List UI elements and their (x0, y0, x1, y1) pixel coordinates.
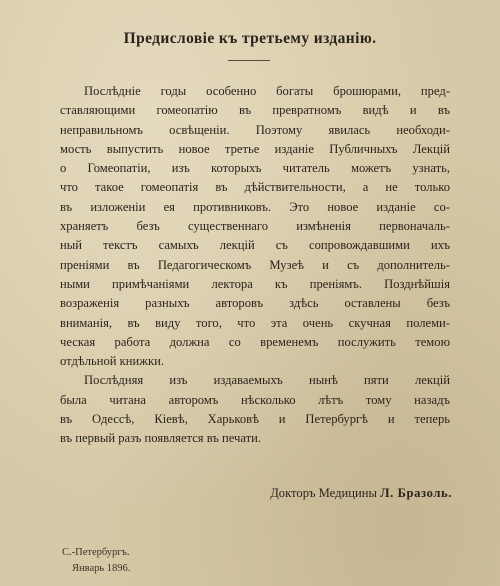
paragraph-1 (60, 82, 450, 371)
text-line: ставляющими гомеопатію въ превратномъ видѣ и въ (60, 103, 450, 118)
place-text: С.-Петербургъ. (62, 547, 130, 558)
text-line: Послѣдніе годы особенно богаты брошюрами, пред- (84, 84, 450, 98)
text-line: преніями въ Педагогическомъ Музеѣ и съ дополнитель- (60, 257, 450, 272)
signature-title: Докторъ Медицины (270, 486, 377, 500)
text-line: отдѣльной книжки. (60, 354, 164, 369)
text-line: о Гомеопатіи, изъ которыхъ читатель можетъ узнать, (60, 161, 450, 176)
place-and-date (62, 545, 130, 577)
text-line: Послѣдняя изъ издаваемыхъ нынѣ пяти лекцій (84, 373, 450, 388)
text-line: ческая работа должна со временемъ послужить темою (60, 334, 450, 349)
text-line: что такое гомеопатія въ дѣйствительности, а не только (60, 180, 450, 195)
text-line: была читана авторомъ нѣсколько лѣтъ тому назадъ (60, 392, 450, 407)
text-line: храняетъ безъ существеннаго измѣненія первоначаль- (60, 219, 450, 234)
text-line: ный текстъ самыхъ лекцій съ сопровождавшими ихъ (60, 238, 450, 253)
signature-name: Л. Бразоль. (380, 486, 452, 500)
date-text: Январь 1896. (72, 563, 131, 574)
text-line: возраженія разныхъ авторовъ здѣсь оставлены безъ (60, 296, 450, 311)
text-line: въ изложеніи ея противниковъ. Это новое изданіе со- (60, 199, 450, 214)
title-divider (228, 60, 270, 61)
text-line: неправильномъ освѣщеніи. Поэтому явилась необходи- (60, 122, 450, 137)
text-line: въ Одессѣ, Кіевѣ, Харьковѣ и Петербургѣ и теперь (60, 412, 450, 427)
text-line: ными примѣчаніями лектора къ преніямъ. Позднѣйшія (60, 276, 450, 291)
text-line: мость выпустить новое третье изданіе Публичныхъ Лекцій (60, 141, 450, 156)
signature (0, 486, 452, 501)
paragraph-2 (60, 371, 450, 448)
text-line: въ первый разъ появляется въ печати. (60, 431, 262, 446)
preface-body (60, 82, 450, 449)
text-line: вниманія, въ виду того, что эта очень скучная полеми- (60, 315, 450, 330)
page-title: Предисловіе къ третьему изданію. (123, 30, 377, 47)
